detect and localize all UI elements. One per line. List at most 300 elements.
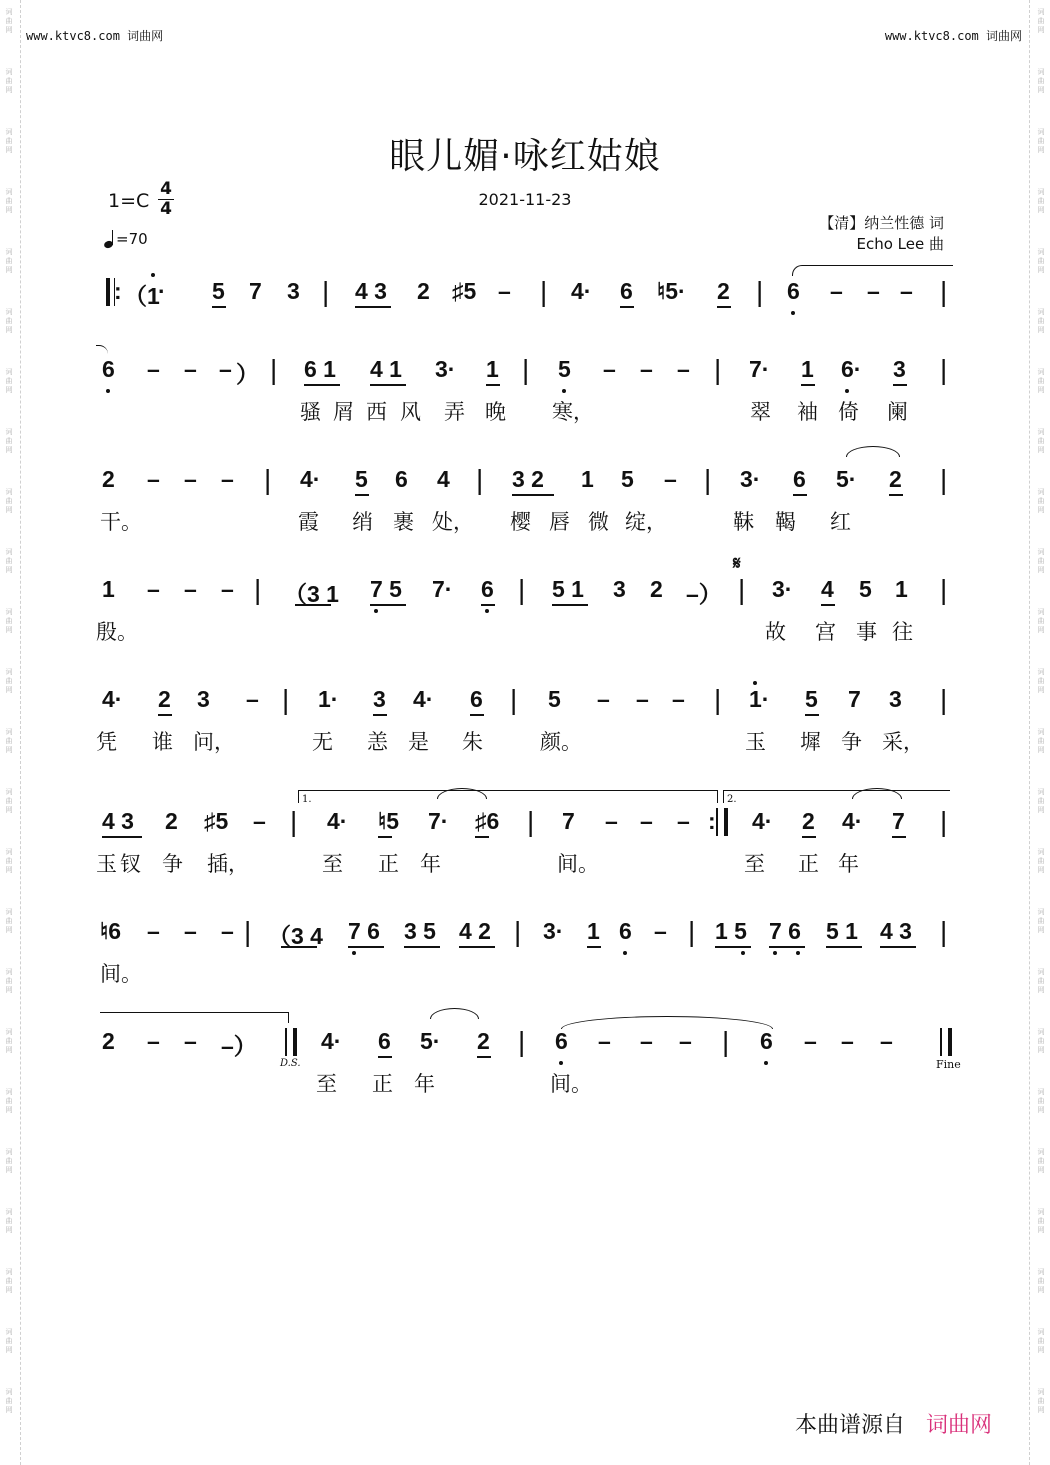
song-title: 眼儿媚·咏红姑娘 [389,136,661,177]
tie [792,265,953,276]
lyric: 霞 [298,510,319,534]
lyric: 绡 [352,510,373,534]
watermark-glyph: 曲 [1037,617,1045,625]
watermark-glyph: 网 [5,386,13,394]
barline: | [522,354,530,385]
watermark-glyph: 词 [1037,968,1045,976]
barline: | [322,276,330,307]
octave-dot-below [374,609,378,613]
watermark-glyph-group [0,848,18,875]
lyric: 袖 [797,400,818,424]
note: – [672,686,685,712]
note: – [598,1028,611,1054]
lyric: 靺 [733,510,754,534]
lyric: 樱 [510,510,531,534]
note: 2 [102,466,115,492]
note: 2 [802,808,815,834]
note: – [603,356,616,382]
note: – [147,466,160,492]
watermark-glyph: 网 [5,566,13,574]
watermark-glyph-group [0,1328,18,1355]
watermark-glyph-group [0,248,18,275]
watermark-glyph: 词 [5,368,13,376]
note: –） [686,581,722,607]
note: 4 3 [880,918,912,944]
watermark-glyph-group [0,548,18,575]
watermark-glyph: 网 [5,26,13,34]
note: 2 [717,278,730,304]
lyric: 晚 [485,400,506,424]
underline [802,836,816,838]
watermark-glyph: 网 [1037,146,1045,154]
lyric: 干。 [100,510,142,534]
note: – [184,918,197,944]
barline: | [518,574,526,605]
note: – [900,278,913,304]
note: 6 [619,918,632,944]
watermark-glyph: 词 [5,68,13,76]
barline: | [244,916,252,947]
right-margin-line [1029,0,1030,1465]
watermark-glyph: 网 [1037,866,1045,874]
watermark-glyph: 网 [1037,986,1045,994]
watermark-glyph: 词 [5,1388,13,1396]
watermark-glyph: 词 [1037,1328,1045,1336]
note: 4· [413,686,434,712]
note: – [830,278,843,304]
barline: | [940,574,948,605]
watermark-glyph: 词 [5,308,13,316]
watermark-glyph: 曲 [1037,77,1045,85]
watermark-glyph: 曲 [5,797,13,805]
lyric: 年 [420,852,441,876]
note: 4 1 [370,356,402,382]
watermark-glyph-group [1032,788,1050,815]
underline [889,494,903,496]
lyric: 凭 [96,730,117,754]
lyric: 争 [841,730,862,754]
watermark-glyph-group [0,308,18,335]
underline [512,494,554,496]
watermark-glyph: 词 [1037,188,1045,196]
left-watermark-strip [0,0,18,1465]
watermark-glyph: 曲 [1037,137,1045,145]
note: 1 [102,576,115,602]
watermark-glyph: 曲 [1037,197,1045,205]
watermark-glyph-group [0,608,18,635]
note: 3 [373,686,386,712]
watermark-glyph-group [0,488,18,515]
underline [880,946,916,948]
note: 5 1 [552,576,584,602]
note: – [677,808,690,834]
watermark-glyph: 网 [1037,386,1045,394]
watermark-glyph: 网 [1037,26,1045,34]
barline: | [254,574,262,605]
underline [717,306,731,308]
lyric: 寒， [552,400,594,424]
barline: | [510,684,518,715]
underline [373,714,387,716]
note: 5 [548,686,561,712]
underline [620,306,634,308]
note: 3 [889,686,902,712]
lyric: 红 [830,510,851,534]
source-label: 本曲谱源自 [795,1413,906,1438]
watermark-glyph: 网 [1037,506,1045,514]
lyric: 颜。 [540,730,582,754]
note: 4· [752,808,773,834]
note: 7 [249,278,262,304]
underline [378,1056,392,1058]
watermark-glyph: 曲 [5,497,13,505]
octave-dot-below [559,1061,563,1065]
watermark-glyph: 曲 [1037,857,1045,865]
watermark-glyph: 网 [1037,1166,1045,1174]
watermark-glyph: 网 [1037,1346,1045,1354]
watermark-glyph: 曲 [5,317,13,325]
watermark-glyph: 词 [5,908,13,916]
underline [475,836,489,838]
watermark-glyph-group [0,1208,18,1235]
watermark-glyph-group [0,1088,18,1115]
watermark-glyph: 网 [1037,86,1045,94]
note: 1· [318,686,339,712]
watermark-glyph: 网 [5,1166,13,1174]
lyric: 唇 [549,510,570,534]
note: 3 2 [512,466,544,492]
octave-dot-below [623,951,627,955]
watermark-glyph: 词 [5,188,13,196]
underline [805,714,819,716]
watermark-glyph: 词 [5,548,13,556]
watermark-glyph: 曲 [1037,1157,1045,1165]
volta-1-bracket [298,790,718,803]
watermark-glyph: 网 [5,326,13,334]
underline [486,384,500,386]
note: 4· [571,278,592,304]
note: 4· [321,1028,342,1054]
watermark-glyph: 词 [1037,428,1045,436]
watermark-glyph-group [1032,1148,1050,1175]
lyric: 间。 [550,1072,592,1096]
lyric: 间。 [557,852,599,876]
watermark-glyph-group [0,668,18,695]
octave-dot-below [741,951,745,955]
composer: Echo Lee 曲 [856,235,944,253]
note: ♯6 [475,808,500,834]
note: （3 4 [268,923,323,949]
lyric: 争 [162,852,183,876]
watermark-glyph: 网 [5,506,13,514]
watermark-glyph: 曲 [1037,17,1045,25]
watermark-glyph: 词 [1037,788,1045,796]
note: 3· [435,356,456,382]
watermark-glyph: 网 [1037,206,1045,214]
lyric: 恙 [367,730,388,754]
watermark-glyph: 曲 [5,137,13,145]
note: 2 [158,686,171,712]
octave-dot-below [764,1061,768,1065]
watermark-glyph: 曲 [1037,677,1045,685]
note: – [184,576,197,602]
watermark-glyph: 曲 [5,857,13,865]
site-url-right[interactable]: www.ktvc8.com 词曲网 [884,29,1022,43]
note: – [498,278,511,304]
watermark-glyph: 曲 [5,1097,13,1105]
watermark-glyph-group [0,368,18,395]
watermark-glyph: 词 [5,848,13,856]
note: – [221,466,234,492]
underline [459,946,495,948]
volta-2-bracket [723,790,950,803]
note: 3 [613,576,626,602]
watermark-glyph: 曲 [1037,1337,1045,1345]
watermark-glyph: 网 [5,146,13,154]
watermark-glyph: 曲 [5,197,13,205]
watermark-glyph: 曲 [5,377,13,385]
note: 6 1 [304,356,336,382]
note: 6· [841,356,862,382]
watermark-glyph: 词 [1037,308,1045,316]
note: ♮6 [100,918,122,944]
underline [481,604,495,606]
note: 6 [620,278,633,304]
note: ♮5· [657,278,686,304]
lyric: 事 [856,620,877,644]
lyric: 裹 [393,510,414,534]
watermark-glyph: 曲 [5,437,13,445]
underline [212,306,226,308]
octave-dot-below [562,389,566,393]
underline [295,604,331,606]
watermark-glyph: 曲 [5,737,13,745]
octave-dot-above [753,681,757,685]
barline: | [714,684,722,715]
note: 3 [893,356,906,382]
note: 3 [287,278,300,304]
watermark-glyph: 曲 [1037,737,1045,745]
note: 2 [477,1028,490,1054]
lyric: 墀 [800,730,821,754]
note: 5 [805,686,818,712]
note: 5 1 [826,918,858,944]
note: 2 [102,1028,115,1054]
octave-dot-below [773,951,777,955]
watermark-glyph-group [0,908,18,935]
note: 6 [760,1028,773,1054]
note: 3· [772,576,793,602]
barline: | [940,806,948,837]
underline [821,604,835,606]
lyric: 故 [765,620,786,644]
watermark-glyph: 曲 [1037,917,1045,925]
watermark-glyph: 网 [1037,1046,1045,1054]
barline: | [714,354,722,385]
watermark-glyph: 网 [5,746,13,754]
note: – [677,356,690,382]
octave-dot-below [485,609,489,613]
barline: | [527,806,535,837]
watermark-glyph-group [1032,248,1050,275]
octave-dot-below [106,389,110,393]
watermark-glyph: 词 [5,128,13,136]
underline [715,946,751,948]
site-url-left[interactable]: www.ktvc8.com 词曲网 [26,29,164,43]
watermark-glyph: 网 [1037,1286,1045,1294]
note: 3 5 [404,918,436,944]
note: – [880,1028,893,1054]
watermark-glyph: 曲 [1037,1277,1045,1285]
watermark-glyph: 曲 [1037,1097,1045,1105]
watermark-glyph: 词 [1037,848,1045,856]
note: 1 [801,356,814,382]
song-date: 2021-11-23 [478,190,572,209]
note: 7· [749,356,770,382]
watermark-glyph-group [0,728,18,755]
brand-logo[interactable]: 词曲网 [926,1413,993,1438]
note: 1· [749,686,770,712]
barline: | [282,684,290,715]
underline [587,946,601,948]
double-barline [716,808,728,836]
time-signature-bottom: 4 [158,199,174,219]
watermark-glyph: 词 [1037,248,1045,256]
lyric: 年 [838,852,859,876]
lyric: 年 [414,1072,435,1096]
watermark-glyph-group [0,788,18,815]
note: – [664,466,677,492]
note: – [184,356,197,382]
watermark-glyph: 词 [5,428,13,436]
note: – [246,686,259,712]
watermark-glyph: 词 [5,668,13,676]
lyric: 风 [400,400,421,424]
watermark-glyph-group [1032,1388,1050,1415]
right-watermark-strip [1032,0,1050,1465]
underline [158,714,172,716]
watermark-glyph: 词 [1037,728,1045,736]
quarter-note-icon [104,230,116,248]
watermark-glyph-group [1032,1028,1050,1055]
watermark-glyph: 词 [5,8,13,16]
watermark-glyph: 词 [5,1148,13,1156]
note: 4· [327,808,348,834]
watermark-glyph: 词 [1037,668,1045,676]
barline: | [940,464,948,495]
watermark-glyph: 词 [5,1268,13,1276]
lyric: 处， [432,510,474,534]
barline: | [290,806,298,837]
note: 7 [848,686,861,712]
note: 1 [581,466,594,492]
lyric: 阑 [887,400,908,424]
watermark-glyph-group [0,8,18,35]
ds-marking: D.S. [280,1058,301,1069]
watermark-glyph: 词 [1037,1388,1045,1396]
watermark-glyph: 网 [1037,326,1045,334]
watermark-glyph-group [1032,668,1050,695]
underline [793,494,807,496]
note: – [147,918,160,944]
note: 6 [787,278,800,304]
lyric: 绽， [625,510,667,534]
barline: | [738,574,746,605]
watermark-glyph: 曲 [5,1277,13,1285]
barline: | [704,464,712,495]
note: – [221,918,234,944]
watermark-glyph: 网 [1037,626,1045,634]
watermark-glyph-group [1032,428,1050,455]
note: 7 6 [769,918,801,944]
note: – [253,808,266,834]
note: –） [221,1033,257,1059]
watermark-glyph: 曲 [5,257,13,265]
underline [102,836,142,838]
watermark-glyph: 词 [5,788,13,796]
barline: | [940,276,948,307]
note: 1 [895,576,908,602]
lyric: 是 [408,730,429,754]
barline: | [940,354,948,385]
lyric: 正 [798,852,819,876]
watermark-glyph: 曲 [1037,257,1045,265]
watermark-glyph: 词 [5,488,13,496]
tie [96,345,108,354]
note: – [841,1028,854,1054]
watermark-glyph-group [1032,968,1050,995]
watermark-glyph-group [1032,1328,1050,1355]
note: 4· [300,466,321,492]
watermark-glyph: 曲 [5,1037,13,1045]
underline [355,306,391,308]
watermark-glyph: 曲 [1037,557,1045,565]
barline: | [540,276,548,307]
watermark-glyph-group [1032,1268,1050,1295]
watermark-glyph: 曲 [5,1397,13,1405]
underline [769,946,805,948]
lyric: 西 [366,400,387,424]
watermark-glyph: 词 [5,728,13,736]
note: 5 [355,466,368,492]
underline [355,494,369,496]
watermark-glyph: 词 [5,1208,13,1216]
watermark-glyph: 网 [5,1346,13,1354]
watermark-glyph: 词 [5,1328,13,1336]
note: 4· [102,686,123,712]
barline: | [722,1026,730,1057]
note: 3 [197,686,210,712]
note: – [597,686,610,712]
note: 6 [102,356,115,382]
note: （1 [124,283,160,309]
watermark-glyph: 曲 [1037,797,1045,805]
watermark-glyph: 曲 [5,617,13,625]
underline [892,836,906,838]
watermark-glyph: 网 [1037,1106,1045,1114]
note: – [219,356,232,382]
watermark-glyph: 词 [1037,608,1045,616]
watermark-glyph: 词 [1037,1088,1045,1096]
tempo-marking [104,230,148,248]
slur [846,446,900,457]
note: – [640,808,653,834]
watermark-glyph: 网 [1037,746,1045,754]
volta-1-label: 1. [302,794,312,805]
watermark-glyph: 词 [1037,908,1045,916]
watermark-glyph: 网 [1037,806,1045,814]
note: （3 1 [284,581,339,607]
